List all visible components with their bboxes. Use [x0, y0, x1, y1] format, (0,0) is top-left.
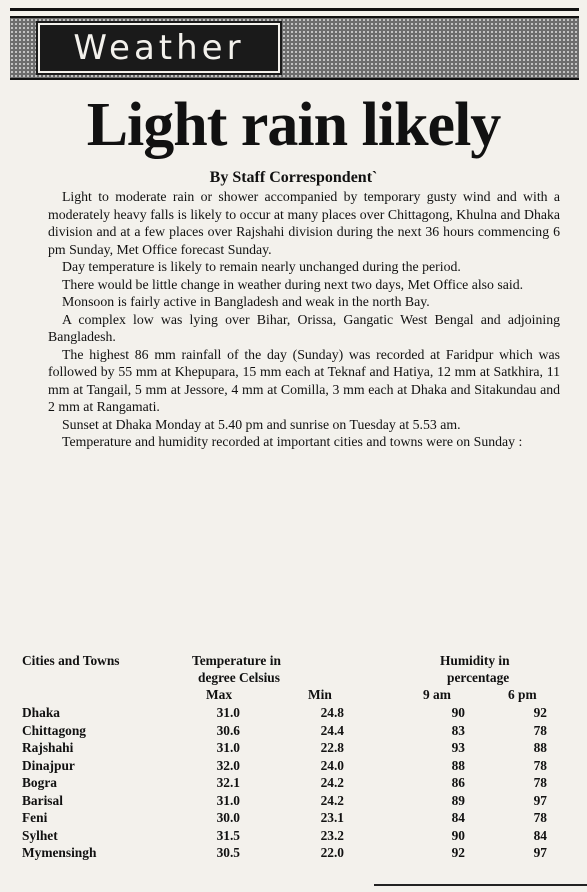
paragraph: A complex low was lying over Bihar, Orissa, Gangatic West Bengal and adjoining Bangladesh. [48, 311, 560, 344]
header-temperature-line1: Temperature in [192, 653, 281, 668]
city-name: Feni [22, 810, 48, 825]
paragraph: The highest 86 mm rainfall of the day (Sunday) was recorded at Faridpur which was followed by 55 mm at Khepupara, 15 mm each at Teknaf and Hatiya, 12 mm at Satkhira, 11 mm at Tangail, 5 mm at Jessore, 4 mm at Comilla, 3 mm each at Dhaka and Sitakundau and 2 mm at Rangamati. [48, 346, 560, 414]
paragraph: Temperature and humidity recorded at important cities and towns were on Sunday : [62, 434, 523, 449]
min-temp: 24.0 [320, 757, 344, 773]
humidity-9am: 90 [451, 705, 465, 720]
header-max: Max [206, 687, 233, 702]
paragraph: Day temperature is likely to remain nearly unchanged during the period. [62, 259, 461, 274]
table-row [22, 844, 562, 862]
humidity-9am: 92 [451, 845, 465, 860]
max-temp: 32.1 [216, 775, 240, 790]
min-temp: 22.8 [320, 740, 344, 755]
city-name: Mymensingh [22, 845, 97, 860]
city-name: Barisal [22, 792, 63, 808]
table-row [22, 792, 562, 810]
header-9am: 9 am [423, 687, 451, 702]
table-row [22, 809, 562, 827]
max-temp: 31.0 [216, 792, 240, 808]
min-temp: 24.4 [320, 722, 344, 738]
table-row [22, 774, 562, 792]
header-min: Min [308, 687, 332, 702]
paragraph: Monsoon is fairly active in Bangladesh and weak in the north Bay. [62, 294, 430, 309]
humidity-9am: 88 [451, 757, 465, 773]
section-label: Weather [73, 28, 245, 68]
humidity-6pm: 78 [533, 775, 547, 790]
table-row [22, 827, 562, 845]
humidity-6pm: 97 [533, 845, 547, 860]
humidity-9am: 83 [451, 722, 465, 738]
min-temp: 22.0 [320, 845, 344, 860]
table-row [22, 722, 562, 740]
city-name: Sylhet [22, 827, 58, 843]
max-temp: 31.0 [216, 705, 240, 720]
humidity-9am: 89 [451, 792, 465, 808]
city-name: Bogra [22, 775, 57, 790]
max-temp: 30.5 [216, 845, 240, 860]
header-cities: Cities and Towns [22, 653, 120, 668]
humidity-9am: 84 [451, 810, 465, 825]
humidity-9am: 90 [451, 827, 465, 843]
max-temp: 31.0 [216, 740, 240, 755]
headline: Light rain likely [86, 91, 501, 159]
city-name: Rajshahi [22, 740, 74, 755]
min-temp: 24.2 [320, 775, 344, 790]
min-temp: 23.2 [320, 827, 344, 843]
humidity-6pm: 84 [533, 827, 547, 843]
max-temp: 31.5 [216, 827, 240, 843]
city-name: Dhaka [22, 705, 60, 720]
header-humidity-line2: percentage [447, 670, 510, 685]
humidity-9am: 86 [451, 775, 465, 790]
max-temp: 32.0 [216, 757, 240, 773]
humidity-6pm: 78 [533, 757, 547, 773]
header-6pm: 6 pm [508, 687, 537, 702]
weather-table [22, 652, 562, 862]
humidity-6pm: 97 [533, 792, 547, 808]
paragraph: Sunset at Dhaka Monday at 5.40 pm and sunrise on Tuesday at 5.53 am. [62, 416, 461, 432]
humidity-6pm: 92 [533, 705, 547, 720]
table-row [22, 704, 562, 722]
paragraph: There would be little change in weather during next two days, Met Office also said. [62, 276, 524, 292]
humidity-6pm: 88 [533, 740, 547, 755]
max-temp: 30.0 [216, 810, 240, 825]
min-temp: 24.8 [320, 705, 344, 720]
humidity-6pm: 78 [533, 722, 547, 738]
section-banner [10, 16, 579, 80]
min-temp: 24.2 [320, 792, 344, 808]
bottom-rule [374, 884, 587, 886]
max-temp: 30.6 [216, 722, 240, 738]
top-rule [10, 8, 579, 11]
city-name: Chittagong [22, 722, 86, 738]
city-name: Dinajpur [22, 757, 75, 773]
humidity-9am: 93 [451, 740, 465, 755]
min-temp: 23.1 [320, 810, 344, 825]
section-label-box [38, 23, 280, 73]
header-temperature-line2: degree Celsius [198, 670, 280, 685]
byline: By Staff Correspondent` [209, 169, 378, 186]
table-row [22, 739, 562, 757]
table-header [22, 652, 562, 704]
table-row [22, 757, 562, 775]
paragraph: Light to moderate rain or shower accompanied by temporary gusty wind and with a moderately heavy falls is likely to occur at many places over Chittagong, Khulna and Dhaka division and at a few places over Rajshahi division during the next 36 hours commencing 6 pm Sunday, Met Office forecast Sunday. [48, 189, 560, 257]
header-humidity-line1: Humidity in [440, 653, 510, 668]
humidity-6pm: 78 [533, 810, 547, 825]
article-body [48, 188, 560, 451]
